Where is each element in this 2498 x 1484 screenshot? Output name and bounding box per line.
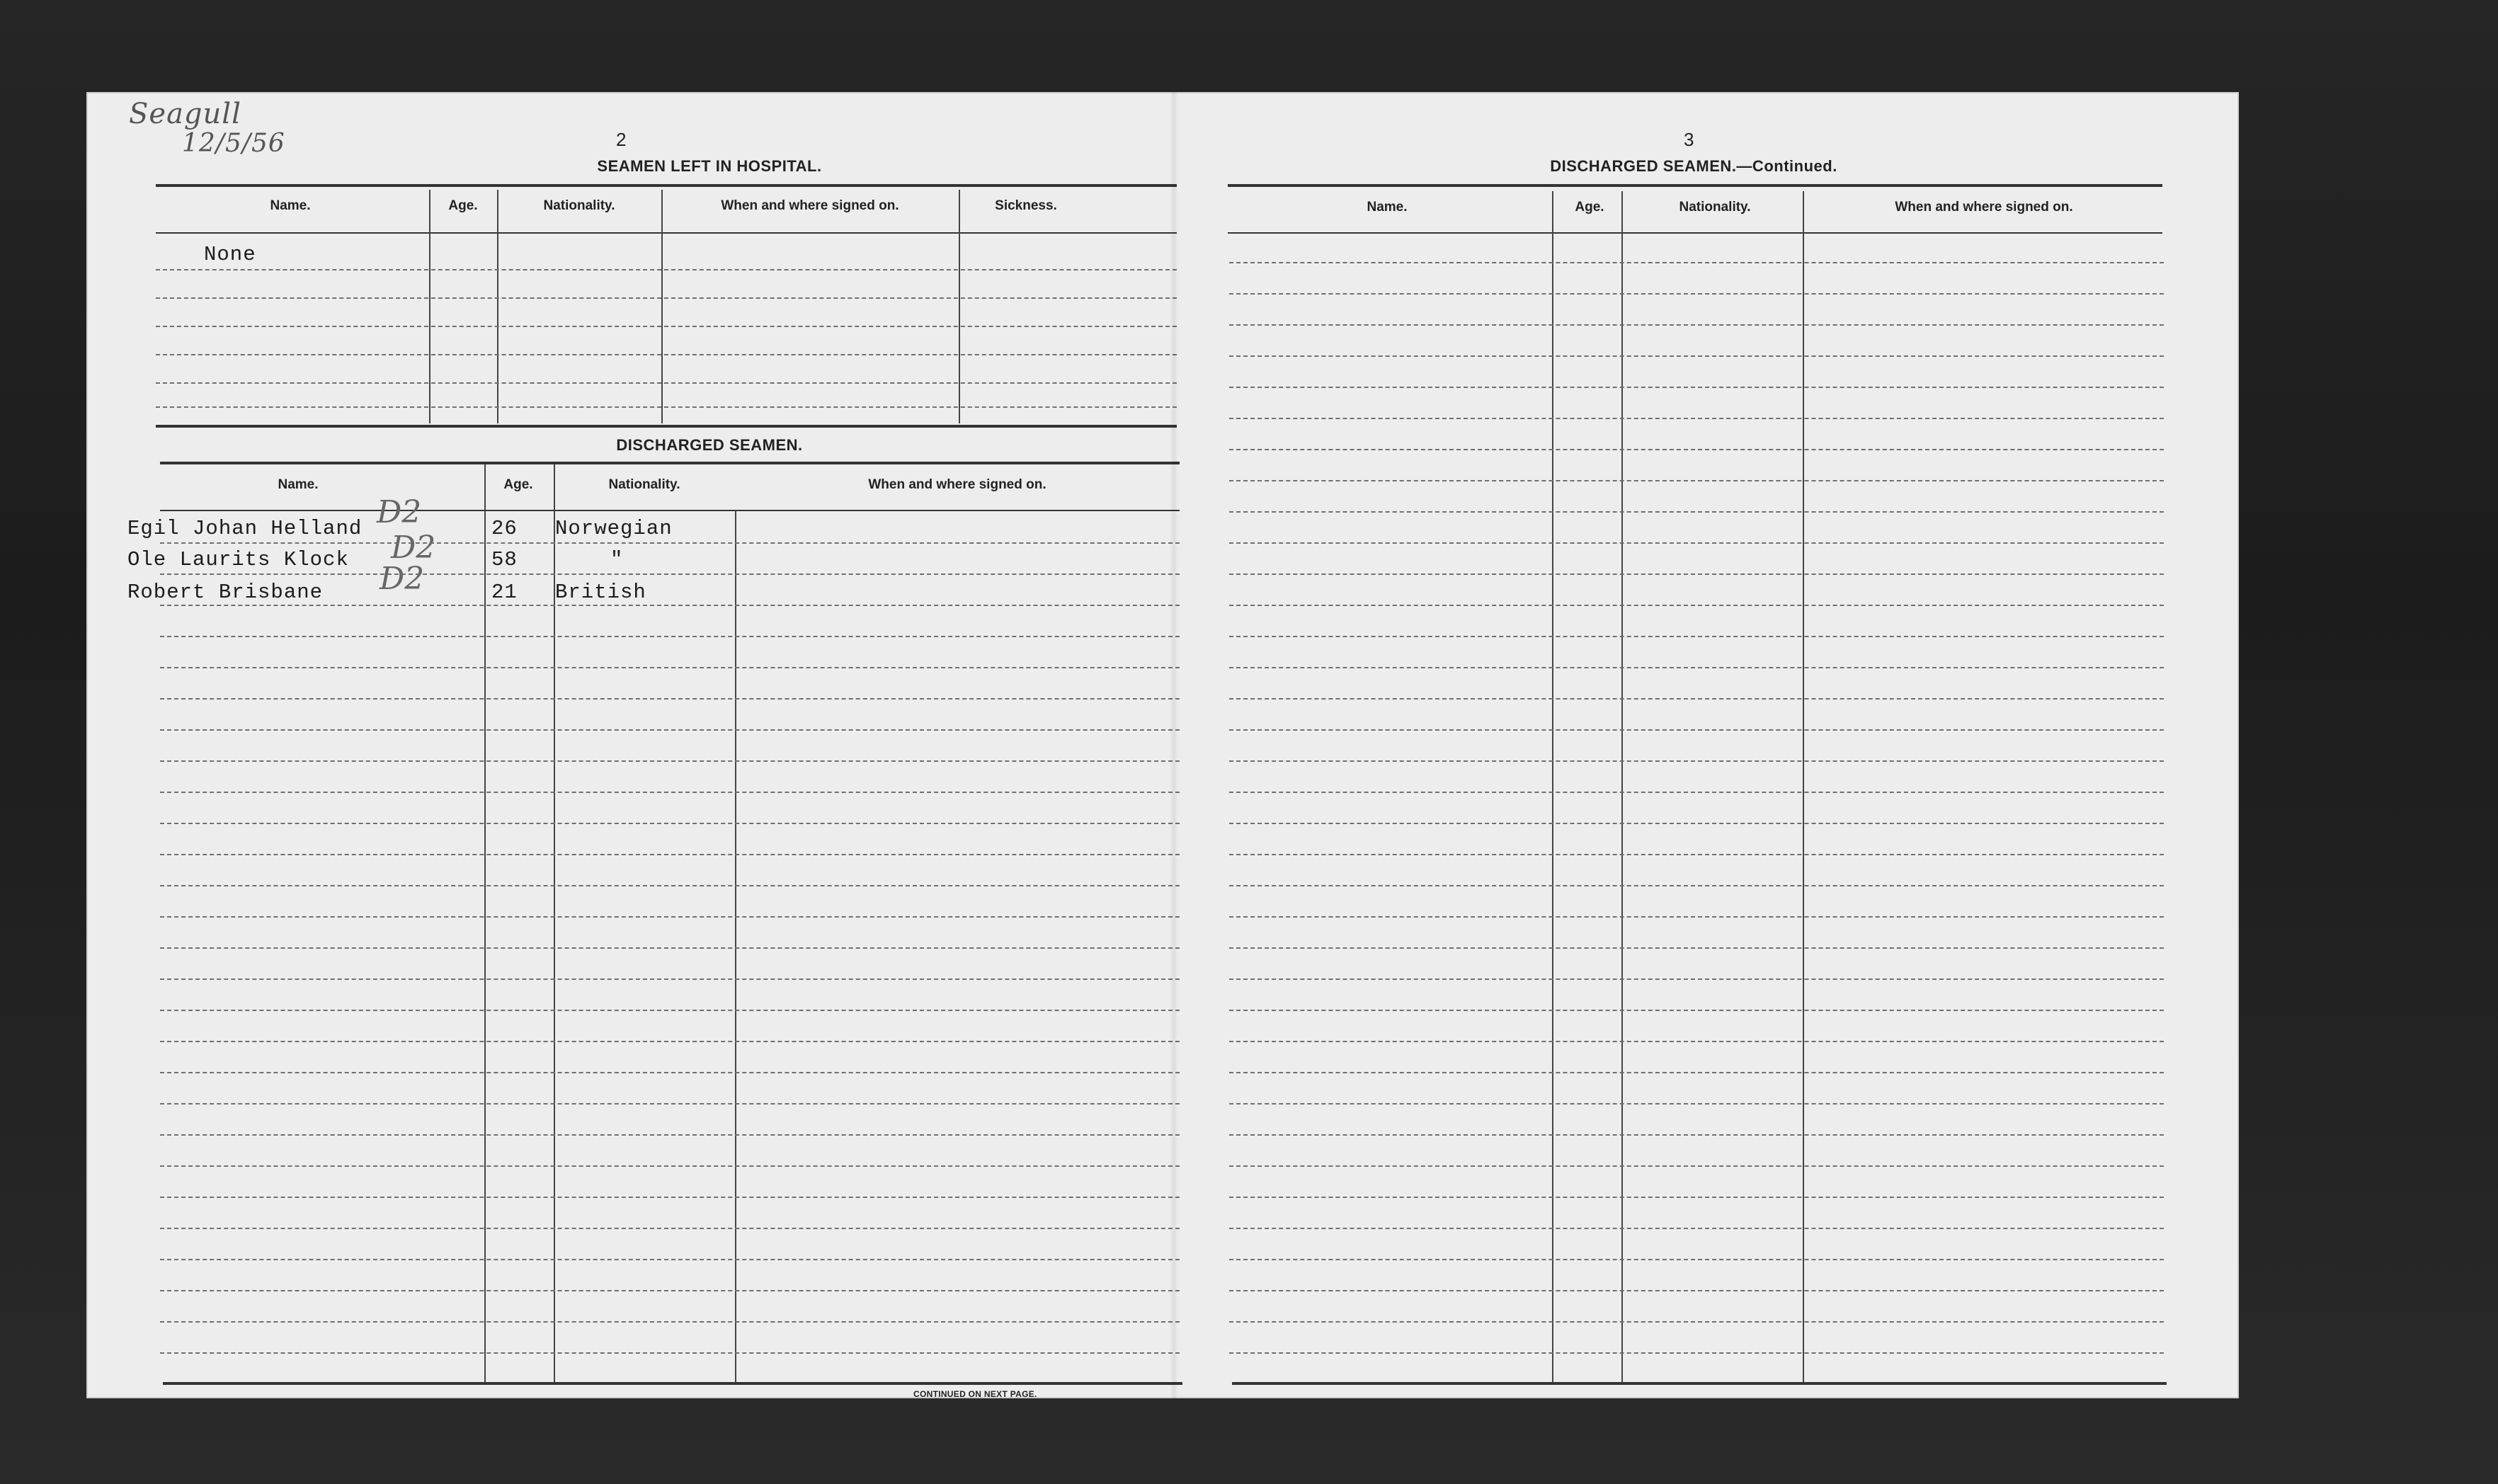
ruled-line	[1229, 542, 2164, 544]
handwritten-date-note: 12/5/56	[182, 129, 285, 158]
ruled-line	[160, 636, 1180, 637]
ruled-line	[1229, 760, 2164, 762]
ruled-line	[1229, 293, 2164, 295]
discharged-section-title: DISCHARGED SEAMEN.	[616, 436, 803, 454]
hospital-header-rule	[156, 232, 1177, 234]
right-col-age: Age.	[1575, 200, 1604, 215]
discharge-mark: D2	[391, 530, 436, 566]
discharge-mark: D2	[377, 494, 422, 530]
ruled-line	[1229, 1321, 2164, 1323]
ruled-line	[160, 1228, 1180, 1229]
seaman-name: Egil Johan Helland	[127, 517, 363, 540]
ruled-line	[1229, 916, 2164, 918]
seaman-nationality: "	[610, 548, 624, 571]
ruled-line	[160, 573, 1180, 575]
discharged-header-rule	[160, 510, 1180, 511]
discharge-mark: D2	[380, 561, 425, 597]
ruled-line	[1229, 1134, 2164, 1136]
continued-footer: CONTINUED ON NEXT PAGE.	[913, 1389, 1037, 1399]
ruled-line	[160, 1134, 1180, 1136]
seaman-name: Ole Laurits Klock	[127, 548, 349, 571]
ruled-line	[1229, 1290, 2164, 1291]
right-col-nationality: Nationality.	[1679, 200, 1751, 215]
right-page-number: 3	[1684, 129, 1694, 150]
ruled-line	[160, 792, 1180, 793]
seaman-nationality: British	[555, 581, 646, 604]
ruled-line	[1229, 418, 2164, 419]
ruled-line	[160, 542, 1180, 544]
ruled-line	[156, 406, 1177, 408]
hospital-divider	[497, 190, 498, 423]
discharged-col-name: Name.	[278, 477, 319, 492]
ruled-line	[1229, 480, 2164, 481]
ruled-line	[160, 1041, 1180, 1042]
ruled-line	[1229, 1072, 2164, 1073]
ruled-line	[160, 947, 1180, 949]
ruled-line	[1229, 1228, 2164, 1229]
hospital-divider	[429, 190, 430, 423]
right-divider	[1803, 191, 1804, 1383]
hospital-section-title: SEAMEN LEFT IN HOSPITAL.	[597, 157, 822, 175]
seaman-age: 58	[491, 548, 518, 571]
ruled-line	[156, 326, 1177, 327]
ruled-line	[1229, 885, 2164, 886]
hospital-col-nationality: Nationality.	[543, 198, 615, 213]
ruled-line	[160, 605, 1180, 606]
hospital-col-signed-on: When and where signed on.	[721, 198, 899, 213]
right-bottom-rule	[1232, 1382, 2167, 1385]
ruled-line	[1229, 1197, 2164, 1198]
ruled-line	[1229, 573, 2164, 575]
ruled-line	[156, 354, 1177, 355]
ruled-line	[160, 1010, 1180, 1011]
ruled-line	[160, 1165, 1180, 1167]
ruled-line	[160, 978, 1180, 980]
ruled-line	[1229, 823, 2164, 824]
seaman-age: 26	[491, 517, 518, 540]
ruled-line	[1229, 387, 2164, 388]
right-top-rule	[1228, 184, 2162, 187]
ruled-line	[1229, 1259, 2164, 1260]
ruled-line	[1229, 1352, 2164, 1354]
ruled-line	[160, 1352, 1180, 1354]
ruled-line	[1229, 1041, 2164, 1042]
ruled-line	[160, 823, 1180, 824]
hospital-top-rule	[156, 184, 1177, 187]
discharged-bottom-rule	[163, 1382, 1182, 1385]
ruled-line	[1229, 511, 2164, 513]
ruled-line	[160, 1072, 1180, 1073]
ruled-line	[1229, 262, 2164, 263]
discharged-top-rule	[160, 462, 1180, 464]
handwritten-vessel-note: Seagull	[129, 98, 241, 130]
ruled-line	[1229, 1103, 2164, 1105]
ruled-line	[160, 667, 1180, 668]
ruled-line	[160, 1259, 1180, 1260]
discharged-col-age: Age.	[503, 477, 533, 492]
ruled-line	[1229, 792, 2164, 793]
ruled-line	[160, 1321, 1180, 1323]
left-page-number: 2	[616, 129, 627, 150]
hospital-divider	[661, 190, 663, 423]
seaman-age: 21	[491, 581, 518, 604]
right-divider	[1552, 191, 1553, 1383]
hospital-bottom-rule	[156, 425, 1177, 428]
hospital-divider	[959, 190, 960, 423]
seaman-name: Robert Brisbane	[127, 581, 324, 604]
document-spread	[86, 92, 2239, 1398]
hospital-col-sickness: Sickness.	[995, 198, 1057, 213]
ruled-line	[1229, 636, 2164, 637]
ruled-line	[1229, 605, 2164, 606]
ruled-line	[160, 729, 1180, 731]
ruled-line	[156, 297, 1177, 299]
right-divider	[1621, 191, 1623, 1383]
ruled-line	[1229, 729, 2164, 731]
ruled-line	[160, 1197, 1180, 1198]
ruled-line	[160, 854, 1180, 855]
ruled-line	[1229, 449, 2164, 450]
ruled-line	[1229, 947, 2164, 949]
right-header-rule	[1228, 232, 2162, 234]
ruled-line	[1229, 355, 2164, 357]
ruled-line	[1229, 854, 2164, 855]
right-section-title: DISCHARGED SEAMEN.—Continued.	[1550, 157, 1837, 175]
ruled-line	[1229, 667, 2164, 668]
discharged-col-signed-on: When and where signed on.	[868, 477, 1046, 492]
ruled-line	[1229, 698, 2164, 700]
ruled-line	[160, 1290, 1180, 1291]
discharged-divider	[484, 464, 486, 1382]
ruled-line	[156, 382, 1177, 384]
ruled-line	[1229, 1165, 2164, 1167]
discharged-divider	[735, 510, 736, 1382]
ruled-line	[160, 916, 1180, 918]
ruled-line	[1229, 324, 2164, 326]
discharged-col-nationality: Nationality.	[608, 477, 680, 492]
ruled-line	[160, 885, 1180, 886]
ruled-line	[160, 1103, 1180, 1105]
ruled-line	[156, 269, 1177, 270]
hospital-col-name: Name.	[270, 198, 311, 213]
ruled-line	[160, 698, 1180, 700]
right-col-name: Name.	[1367, 200, 1408, 215]
ruled-line	[160, 760, 1180, 762]
right-col-signed-on: When and where signed on.	[1895, 200, 2073, 215]
ruled-line	[1229, 1010, 2164, 1011]
hospital-entry: None	[204, 243, 256, 266]
seaman-nationality: Norwegian	[555, 517, 673, 540]
hospital-col-age: Age.	[448, 198, 478, 213]
ruled-line	[1229, 978, 2164, 980]
